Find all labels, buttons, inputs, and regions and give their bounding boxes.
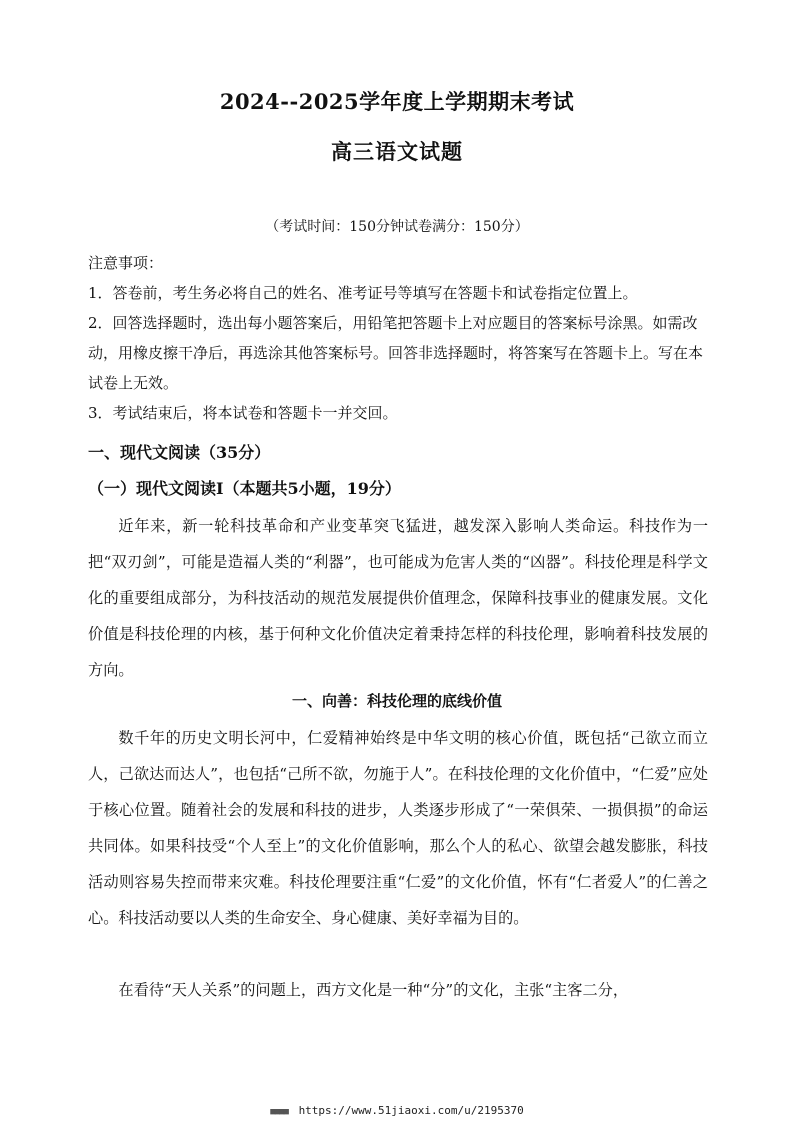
page-footer xyxy=(0,1104,794,1117)
article-subheading: 一、向善：科技伦理的底线价值 xyxy=(291,692,502,710)
exam-title: 2024--2025学年度上学期期末考试 xyxy=(219,89,575,114)
subsection-heading: （一）现代文阅读Ⅰ（本题共5小题，19分） xyxy=(88,479,401,498)
section-heading: 一、现代文阅读（35分） xyxy=(88,443,271,462)
footer-url[interactable]: https://www.51jiaoxi.com/u/2195370 xyxy=(298,1104,524,1117)
paragraph-text: 在看待“天人关系”的问题上，西方文化是一种“分”的文化，主张“主客二分， xyxy=(118,981,629,999)
reading-paragraph-2 xyxy=(88,720,708,936)
watermark-logo-icon: ■■■■ xyxy=(270,1107,288,1117)
notes-item-1: 1．答卷前，考生务必将自己的姓名、准考证号等填写在答题卡和试卷指定位置上。 xyxy=(88,284,638,302)
paragraph-text: 数千年的历史文明长河中，仁爱精神始终是中华文明的核心价值，既包括“己欲立而立人，己欲达而达人”，也包括“己所不欲，勿施于人”。在科技伦理的文化价值中，“仁爱”应处于核心位置。随着社会的发展和科技的进步，人类逐步形成了“一荣俱荣、一损俱损”的命运共同体。如果科技受“个人至上”的文化价值影响，那么个人的私心、欲望会越发膨胀，科技活动则容易失控而带来灾难。科技伦理要注重“仁爱”的文化价值，怀有“仁者爱人”的仁善之心。科技活动要以人类的生命安全、身心健康、美好幸福为目的。 xyxy=(88,729,708,927)
reading-paragraph-3 xyxy=(88,972,708,1008)
notes-item-2: 2．回答选择题时，选出每小题答案后，用铅笔把答题卡上对应题目的答案标号涂黑。如需改动，用橡皮擦干净后，再选涂其他答案标号。回答非选择题时，将答案写在答题卡上。写在本试卷上无效。 xyxy=(88,314,704,392)
notes-heading: 注意事项： xyxy=(88,254,164,272)
exam-time-score: （考试时间：150分钟试卷满分：150分） xyxy=(265,219,529,235)
notes-item-3: 3．考试结束后，将本试卷和答题卡一并交回。 xyxy=(88,404,398,422)
notes-section xyxy=(88,248,708,428)
exam-subtitle: 高三语文试题 xyxy=(331,139,463,164)
reading-paragraph-1 xyxy=(88,508,708,688)
paragraph-text: 近年来，新一轮科技革命和产业变革突飞猛进，越发深入影响人类命运。科技作为一把“双刃剑”，可能是造福人类的“利器”，也可能成为危害人类的“凶器”。科技伦理是科学文化的重要组成部分，为科技活动的规范发展提供价值理念，保障科技事业的健康发展。文化价值是科技伦理的内核，基于何种文化价值决定着秉持怎样的科技伦理，影响着科技发展的方向。 xyxy=(88,517,708,679)
